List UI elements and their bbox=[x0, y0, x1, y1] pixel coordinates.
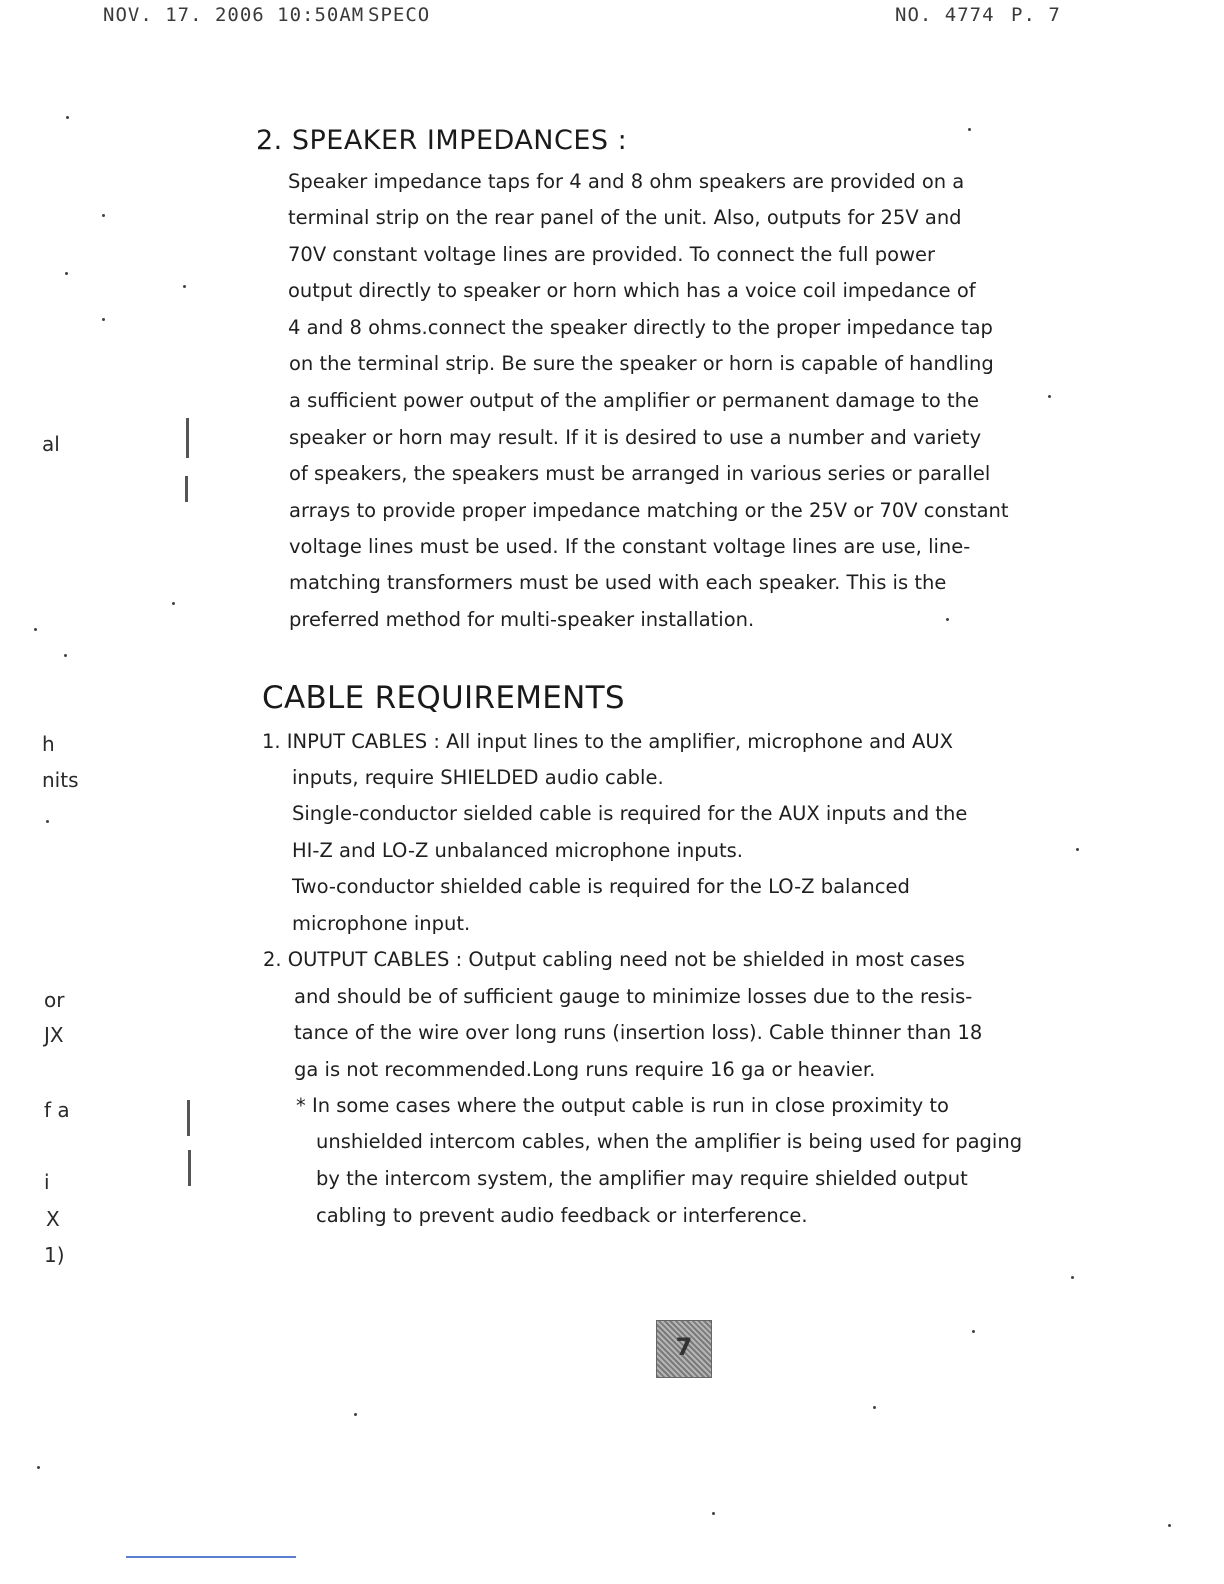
scan-speck bbox=[972, 1330, 975, 1333]
speaker-paragraph-line: a sufficient power output of the amplifier or permanent damage to the bbox=[289, 389, 980, 412]
margin-fragment: 1) bbox=[44, 1243, 65, 1267]
input-cables-line: Two-conductor shielded cable is required for the LO-Z balanced bbox=[292, 875, 910, 898]
margin-fragment: h bbox=[42, 732, 55, 756]
scan-speck bbox=[102, 214, 105, 217]
scan-speck bbox=[37, 1466, 40, 1469]
output-cables-line: ga is not recommended.Long runs require 16 ga or heavier. bbox=[294, 1058, 876, 1081]
speaker-paragraph-line: Speaker impedance taps for 4 and 8 ohm speakers are provided on a bbox=[288, 170, 965, 193]
scan-speck bbox=[65, 272, 68, 275]
scan-speck bbox=[66, 116, 69, 119]
margin-fragment: nits bbox=[42, 768, 79, 792]
speaker-paragraph-line: preferred method for multi-speaker installation. bbox=[289, 608, 755, 631]
scan-speck bbox=[183, 285, 186, 288]
scan-speck bbox=[946, 618, 949, 621]
output-cables-line: and should be of sufficient gauge to minimize losses due to the resis- bbox=[294, 985, 973, 1008]
input-cables-line: HI-Z and LO-Z unbalanced microphone inputs. bbox=[292, 839, 744, 862]
scan-speck bbox=[64, 654, 67, 657]
output-cables-line: 2. OUTPUT CABLES : Output cabling need not be shielded in most cases bbox=[263, 948, 965, 971]
speaker-paragraph-line: terminal strip on the rear panel of the unit. Also, outputs for 25V and bbox=[288, 206, 962, 229]
cable-requirements-heading: CABLE REQUIREMENTS bbox=[262, 680, 625, 716]
fax-number: NO. 4774 bbox=[895, 4, 995, 26]
speaker-paragraph-line: output directly to speaker or horn which has a voice coil impedance of bbox=[288, 279, 976, 302]
scan-speck bbox=[873, 1406, 876, 1409]
footer-rule bbox=[126, 1556, 296, 1558]
fax-sender: SPECO bbox=[368, 4, 431, 26]
fax-datetime: NOV. 17. 2006 10:50AM bbox=[103, 4, 365, 26]
scan-speck bbox=[34, 628, 37, 631]
binder-mark bbox=[188, 1150, 191, 1186]
speaker-paragraph-line: matching transformers must be used with each speaker. This is the bbox=[289, 571, 947, 594]
binder-mark bbox=[186, 418, 189, 458]
page-number: 7 bbox=[675, 1333, 693, 1361]
speaker-paragraph-line: speaker or horn may result. If it is desired to use a number and variety bbox=[289, 426, 982, 449]
scan-speck bbox=[172, 602, 175, 605]
speaker-impedances-heading: 2. SPEAKER IMPEDANCES : bbox=[256, 125, 628, 156]
note-line: unshielded intercom cables, when the amplifier is being used for paging bbox=[316, 1130, 1023, 1153]
margin-fragment: JX bbox=[44, 1023, 64, 1047]
input-cables-line: 1. INPUT CABLES : All input lines to the amplifier, microphone and AUX bbox=[262, 730, 953, 753]
input-cables-line: inputs, require SHIELDED audio cable. bbox=[292, 766, 664, 789]
speaker-paragraph-line: 4 and 8 ohms.connect the speaker directly to the proper impedance tap bbox=[288, 316, 993, 339]
scan-speck bbox=[102, 318, 105, 321]
note-line: * In some cases where the output cable is run in close proximity to bbox=[296, 1094, 949, 1117]
scan-speck bbox=[1168, 1524, 1171, 1527]
speaker-paragraph-line: voltage lines must be used. If the constant voltage lines are use, line- bbox=[289, 535, 971, 558]
margin-fragment: or bbox=[44, 988, 65, 1012]
speaker-paragraph-line: arrays to provide proper impedance matching or the 25V or 70V constant bbox=[289, 499, 1009, 522]
margin-fragment: f a bbox=[44, 1098, 70, 1122]
binder-mark bbox=[187, 1100, 190, 1136]
input-cables-line: Single-conductor sielded cable is required for the AUX inputs and the bbox=[292, 802, 968, 825]
speaker-paragraph-line: of speakers, the speakers must be arranged in various series or parallel bbox=[289, 462, 991, 485]
output-cables-line: tance of the wire over long runs (insertion loss). Cable thinner than 18 bbox=[294, 1021, 983, 1044]
margin-fragment: i bbox=[44, 1170, 50, 1194]
scan-speck bbox=[1076, 848, 1079, 851]
note-line: cabling to prevent audio feedback or interference. bbox=[316, 1204, 808, 1227]
fax-header bbox=[0, 4, 1224, 30]
speaker-paragraph-line: 70V constant voltage lines are provided. To connect the full power bbox=[288, 243, 936, 266]
speaker-paragraph-line: on the terminal strip. Be sure the speaker or horn is capable of handling bbox=[289, 352, 994, 375]
scan-speck bbox=[712, 1512, 715, 1515]
margin-fragment: X bbox=[46, 1207, 60, 1231]
input-cables-line: microphone input. bbox=[292, 912, 471, 935]
note-line: by the intercom system, the amplifier may require shielded output bbox=[316, 1167, 968, 1190]
scan-speck bbox=[1071, 1276, 1074, 1279]
fax-page: P. 7 bbox=[1011, 4, 1061, 26]
page-number-badge bbox=[656, 1320, 712, 1378]
margin-fragment: al bbox=[42, 432, 60, 456]
scan-speck bbox=[46, 820, 49, 823]
scan-speck bbox=[1048, 395, 1051, 398]
binder-mark bbox=[185, 476, 188, 502]
scan-speck bbox=[968, 128, 971, 131]
scan-speck bbox=[354, 1413, 357, 1416]
